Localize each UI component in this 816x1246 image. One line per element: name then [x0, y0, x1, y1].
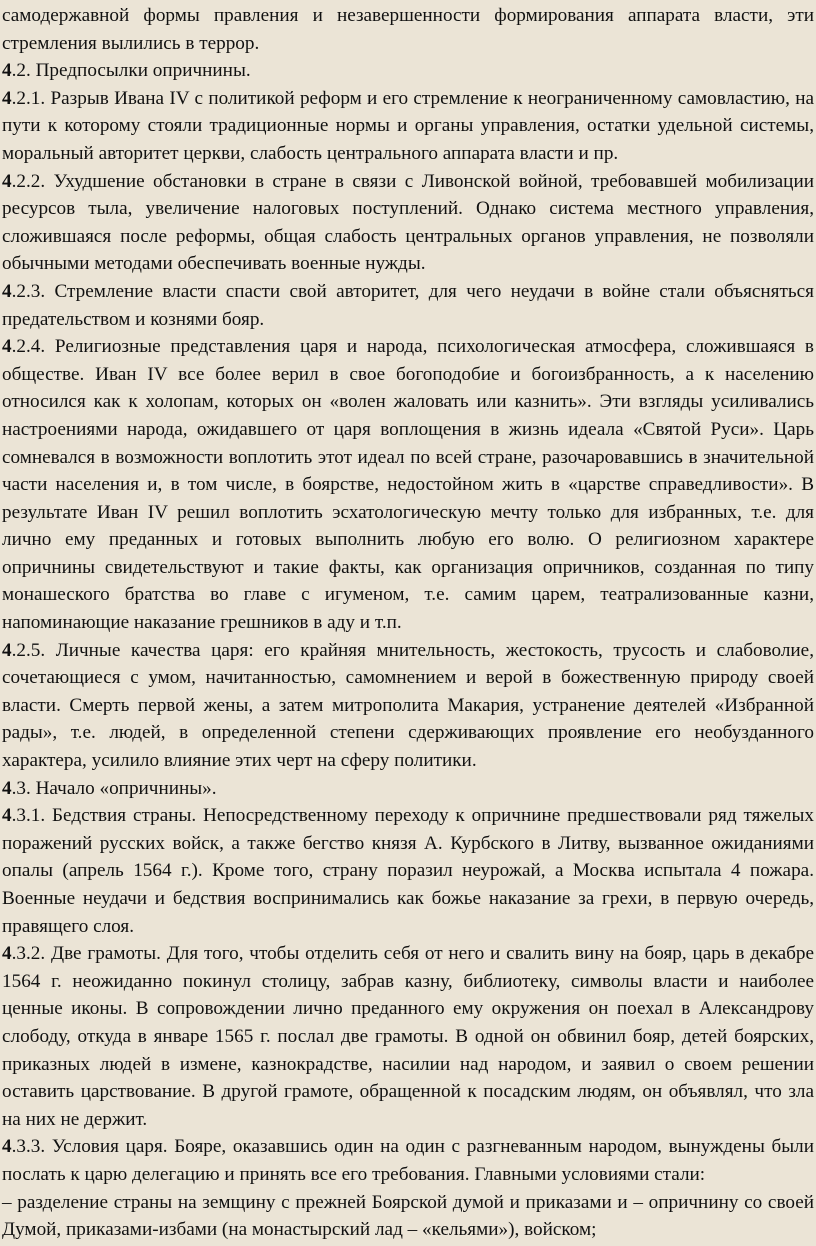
- section-number-rest: .3.2.: [11, 943, 46, 965]
- section-number-rest: .2.2.: [11, 170, 46, 192]
- paragraph-text: самодержавной формы правления и незавершенности формирования аппарата власти, эти стремления вылились в террор.: [2, 5, 814, 54]
- section-number-lead: 4: [2, 639, 12, 661]
- section-number-rest: .2.3.: [11, 280, 46, 302]
- section-number-rest: .3.1.: [11, 805, 46, 827]
- section-number-lead: 4: [2, 1136, 12, 1158]
- section-number-lead: 4: [2, 87, 12, 109]
- paragraph-4-2-3: [2, 278, 814, 333]
- section-number-rest: .2.4.: [11, 336, 46, 358]
- section-number-lead: 4: [2, 60, 12, 82]
- paragraph-4-2-5: [2, 637, 814, 775]
- section-heading-4-2: [2, 57, 814, 85]
- section-heading-4-3: [2, 775, 814, 803]
- paragraph-4-2-2: [2, 168, 814, 278]
- section-number-rest: .3.: [11, 777, 31, 799]
- paragraph-text: Условия царя. Бояре, оказавшись один на один с разгневанным народом, вынуждены были послать к царю делегацию и принять все его требования. Главными условиями стали:: [2, 1136, 814, 1185]
- list-item-dash: [2, 1189, 814, 1244]
- paragraph-text: Разрыв Ивана IV с политикой реформ и его стремление к неограниченному самовластию, на пути к которому стояли традиционные нормы и органы управления, остатки удельной системы, моральный авторитет церкви, слабость центрального аппарата власти и пр.: [2, 87, 814, 164]
- section-number-lead: 4: [2, 943, 12, 965]
- paragraph-text: – разделение страны на земщину с прежней Боярской думой и приказами и – опричнину со своей Думой, приказами-избами (на монастырский лад – «кельями»), войском;: [2, 1191, 814, 1241]
- paragraph-text: Религиозные представления царя и народа, психологическая атмосфера, сложившаяся в обществе. Иван IV все более верил в свое богоподобие и богоизбранность, а к населению относился как к холопам, которых он «волен жаловать или казнить». Эти взгляды усиливались настроениями народа, ожидавшего от царя воплощения в жизнь идеала «Святой Руси». Царь сомневался в возможности воплотить этот идеал по всей стране, разочаровавшись в значительной части населения и, в том числе, в боярстве, недостойном жить в «царстве справедливости». В результате Иван IV решил воплотить эсхатологическую мечту только для избранных, т.е. для лично ему преданных и готовых выполнить любую его волю. О религиозном характере опричнины свидетельствуют и такие факты, как организация опричников, созданная по типу монашеского братства во главе с игуменом, т.е. самим царем, театрализованные казни, напоминающие наказание грешников в аду и т.п.: [2, 336, 814, 634]
- section-number-rest: .2.5.: [11, 639, 46, 661]
- section-number-rest: .2.: [11, 60, 31, 82]
- paragraph-text: Предпосылки опричнины.: [30, 60, 251, 82]
- paragraph-4-2-1: [2, 85, 814, 168]
- paragraph-text: Две грамоты. Для того, чтобы отделить себя от него и свалить вину на бояр, царь в декабре 1564 г. неожиданно покинул столицу, забрав казну, библиотеку, символы власти и наиболее ценные иконы. В сопровождении лично преданного ему окружения он поехал в Александрову слободу, откуда в январе 1565 г. послал две грамоты. В одной он обвинил бояр, детей боярских, приказных людей в измене, казнокрадстве, насилии над народом, и заявил о своем решении оставить царствование. В другой грамоте, обращенной к посадским людям, он объявлял, что зла на них не держит.: [2, 943, 814, 1130]
- paragraph-4-3-3: [2, 1133, 814, 1188]
- paragraph-text: Начало «опричнины».: [30, 777, 217, 799]
- paragraph-text: Ухудшение обстановки в стране в связи с Ливонской войной, требовавшей мобилизации ресурсов тыла, увеличение налоговых поступлений. Однако система местного управления, сложившаяся после реформы, общая слабость центральных органов управления, не позволяли обычными методами обеспечивать военные нужды.: [2, 170, 814, 275]
- section-number-lead: 4: [2, 170, 12, 192]
- paragraph-4-3-1: [2, 802, 814, 940]
- section-number-lead: 4: [2, 280, 12, 302]
- paragraph-text: Бедствия страны. Непосредственному переходу к опричнине предшествовали ряд тяжелых поражений русских войск, а также бегство князя А. Курбского в Литву, вызванное ожиданиями опалы (апрель 1564 г.). Кроме того, страну поразил неурожай, а Москва испытала 4 пожара. Военные неудачи и бедствия воспринимались как божье наказание за грехи, в первую очередь, правящего слоя.: [2, 805, 814, 937]
- paragraph-4-3-2: [2, 940, 814, 1133]
- paragraph-text: Стремление власти спасти свой авторитет, для чего неудачи в войне стали объясняться предательством и кознями бояр.: [2, 280, 814, 330]
- paragraph-text: Личные качества царя: его крайняя мнительность, жестокость, трусость и слабоволие, сочетающиеся с умом, начитанностью, самомнением и верой в божественную природу своей власти. Смерть первой жены, а затем митрополита Макария, устранение деятелей «Избранной рады», т.е. людей, в определенной степени сдерживающих проявление его необузданного характера, усилило влияние этих черт на сферу политики.: [2, 639, 814, 772]
- section-number-rest: .3.3.: [11, 1136, 46, 1158]
- section-number-lead: 4: [2, 336, 12, 358]
- paragraph-4-2-4: [2, 333, 814, 637]
- section-number-lead: 4: [2, 777, 12, 799]
- section-number-lead: 4: [2, 805, 12, 827]
- paragraph-continuation: [2, 2, 814, 57]
- section-number-rest: .2.1.: [11, 87, 46, 109]
